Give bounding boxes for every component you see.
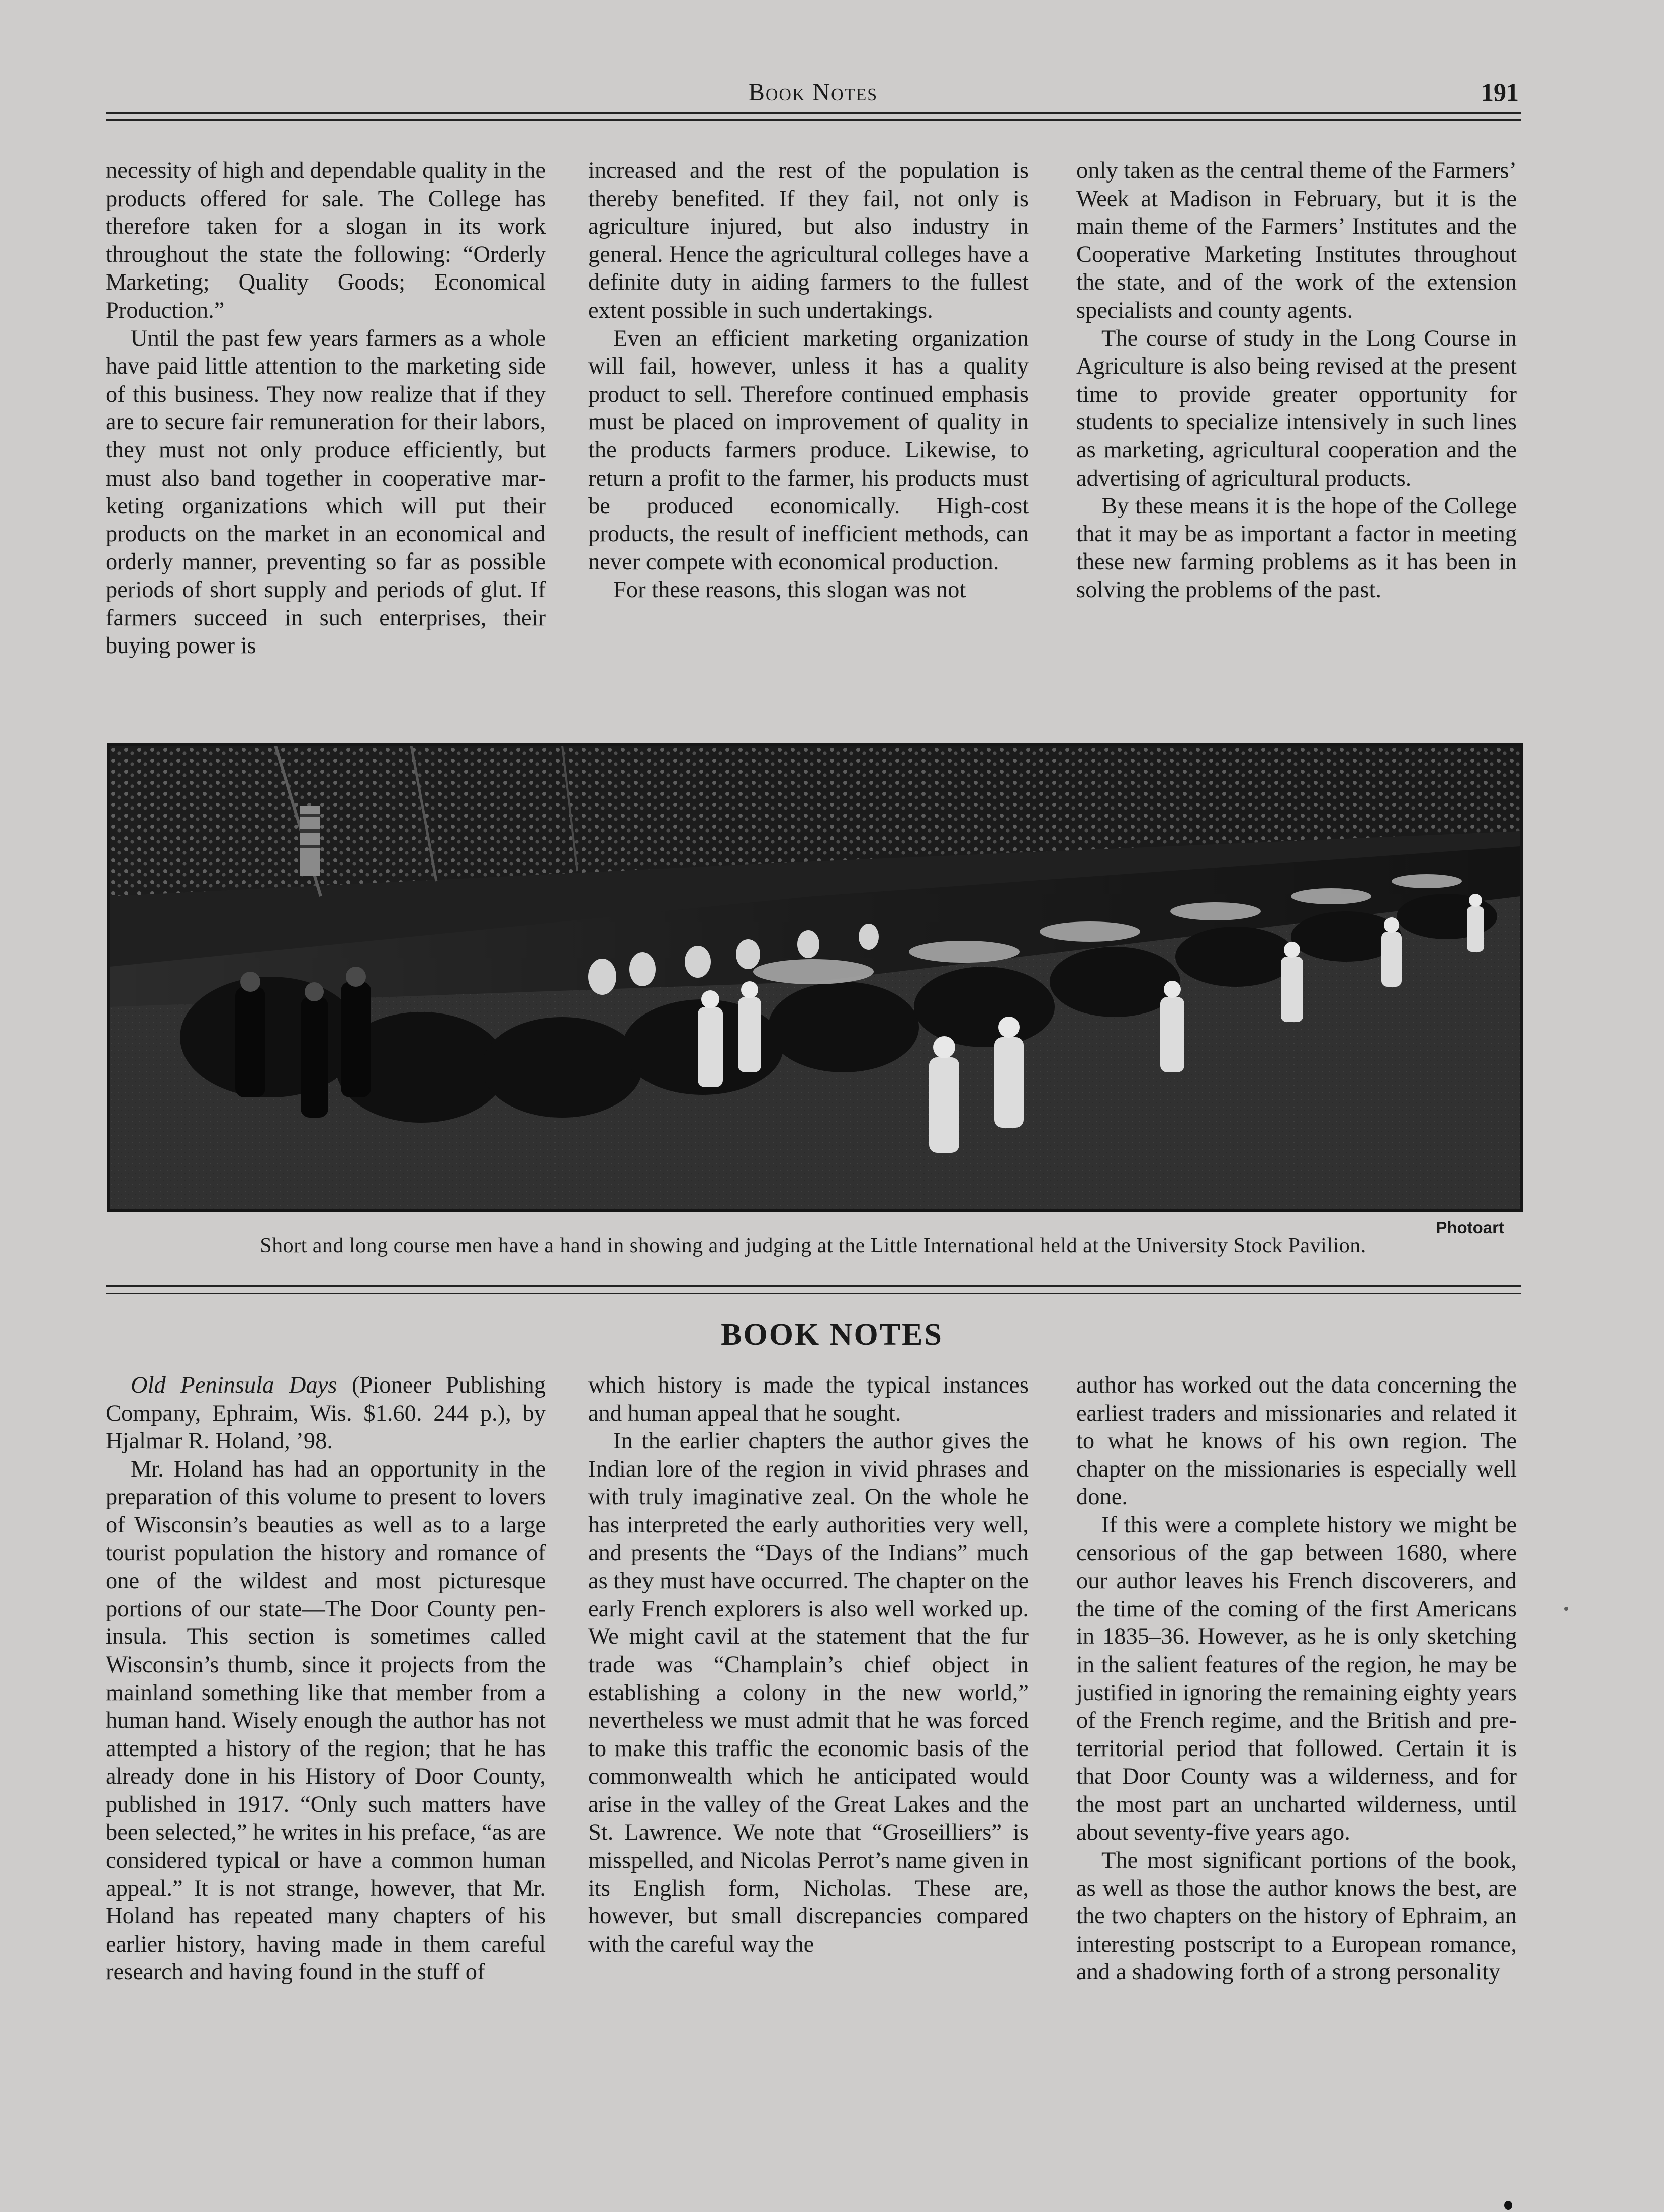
book-notes-paragraph: Mr. Holand has had an opportunity in the preparation of this volume to present to lovers of Wisconsin’s beauties as well as to a large tourist population the history and romance of one of the wildest and most picturesque portions of our state—The Door County peninsula. This section is sometimes called Wisconsin’s thumb, since it projects from the mainland something like that member from a human hand. Wisely enough the author has not attempted a history of the region; that he has already done in his History of Door County, published in 1917. “Only such matters have been selected,” he writes in his preface, “as are considered typical or have a common human appeal.” It is not strange, however, that Mr. Holand has repeated many chapters of his earlier history, having made in them careful research and having found in the stuff of <box>106 1456 546 1985</box>
book-notes-paragraph: In the earlier chapters the author gives the Indian lore of the region in vivid phrases and with truly imaginative zeal. On the whole he has interpreted the early authorities very well, and presents the “Days of the Indians” much as they must have occurred. The chapter on the early French explorers is also well worked up. We might cavil at the statement that the fur trade was “Champlain’s chief object in establishing a colony in the new world,” nevertheless we must admit that he was forced to make this traffic the economic basis of the commonwealth which he anticipated would arise in the valley of the Great Lakes and the St. Lawrence. We note that “Groseilliers” is misspelled, and Nicolas Perrot’s name given in its English form, Nicholas. These are, however, but small discrepancies compared with the careful way the <box>588 1428 1029 1957</box>
book-notes-paragraph <box>106 1371 546 1455</box>
livestock-show-photograph <box>110 746 1520 1209</box>
book-notes-column-3 <box>1076 1371 1517 2085</box>
photo-credit: Photoart <box>1436 1218 1504 1237</box>
running-head <box>106 75 1521 111</box>
book-title: Old Peninsula Days <box>131 1372 337 1398</box>
scan-speck <box>1564 1607 1568 1611</box>
book-notes-column-1 <box>106 1371 546 2085</box>
article-column-3 <box>1076 157 1517 710</box>
article-paragraph: Until the past few years farmers as a whole have paid little attention to the marketing side of this business. They now realize that if they are to secure fair remuneration for their labors, they must not only produce efficiently, but must also band together in cooperative marketing organizations which will put their products on the market in an economical and orderly manner, preventing so far as possible periods of short supply and periods of glut. If farmers succeed in such enterprises, their buying power is <box>106 325 546 659</box>
article-paragraph: increased and the rest of the population is thereby benefited. If they fail, not only is agriculture injured, but also industry in general. Hence the agricultural colleges have a definite duty in aiding farmers to the fullest extent possible in such undertakings. <box>588 158 1029 323</box>
header-rule <box>106 112 1521 121</box>
book-notes-paragraph: which history is made the typical instances and human appeal that he sought. <box>588 1372 1029 1426</box>
article-paragraph: The course of study in the Long Course in Agriculture is also being revised at the present time to provide greater opportunity for students to specialize intensively in such lines as marketing, agricultural cooperation and the advertising of agricultural products. <box>1076 325 1517 491</box>
photo-caption: Short and long course men have a hand in showing and judging at the Little International held at the University Stock Pavilion. <box>260 1234 1366 1257</box>
book-notes-heading: BOOK NOTES <box>721 1318 943 1352</box>
article-column-1 <box>106 157 546 710</box>
article-paragraph: necessity of high and dependable quality in the products offered for sale. The College has therefore taken for a slogan in its work throughout the state the following: “Orderly Marketing; Quality Goods; Economical Production.” <box>106 158 546 323</box>
article-column-2 <box>588 157 1029 710</box>
book-notes-paragraph: author has worked out the data concerning the earliest traders and missionaries and related it to what he knows of his own region. The chapter on the missionaries is especially well done. <box>1076 1372 1517 1510</box>
section-rule <box>106 1285 1521 1294</box>
book-publication-info: (Pioneer Publishing Company, Ephraim, Wis. $1.60. 244 p.), by Hjalmar R. Holand, ’98. <box>106 1372 546 1454</box>
scan-speck <box>1504 2201 1512 2210</box>
book-notes-column-2 <box>588 1371 1029 2085</box>
article-paragraph: For these reasons, this slogan was not <box>613 577 966 603</box>
page-number: 191 <box>1481 78 1519 106</box>
book-notes-paragraph: The most significant portions of the book, as well as those the author knows the best, are the two chapters on the history of Ephraim, an interesting postscript to a European romance, and a shadowing forth of a strong personality <box>1076 1848 1517 1985</box>
article-paragraph: only taken as the central theme of the Farmers’ Week at Madison in February, but it is the main theme of the Farmers’ Institutes and the Cooperative Marketing Institutes throughout the state, and of the work of the extension specialists and county agents. <box>1076 158 1517 323</box>
article-paragraph: Even an efficient marketing organization will fail, however, unless it has a quality product to sell. Therefore continued emphasis must be placed on improvement of quality in the products farmers produce. Likewise, to return a profit to the farmer, his products must be produced economically. High-cost products, the result of inefficient methods, can never compete with economical production. <box>588 325 1029 575</box>
stock-pavilion-photo <box>107 743 1523 1212</box>
book-notes-paragraph: If this were a complete history we might be censorious of the gap between 1680, where our author leaves his French discoverers, and the time of the coming of the first Americans in 1835–36. However, as he is only sketching in the salient features of the region, he may be justified in ignoring the remaining eighty years of the French regime, and the British and pre-territorial period that followed. Certain it is that Door County was a wilderness, and for the most part an uncharted wilderness, until about seventy-five years ago. <box>1076 1512 1517 1846</box>
running-title: Book Notes <box>748 79 878 106</box>
article-paragraph: By these means it is the hope of the College that it may be as important a factor in meeting these new farming problems as it has been in solving the problems of the past. <box>1076 493 1517 603</box>
